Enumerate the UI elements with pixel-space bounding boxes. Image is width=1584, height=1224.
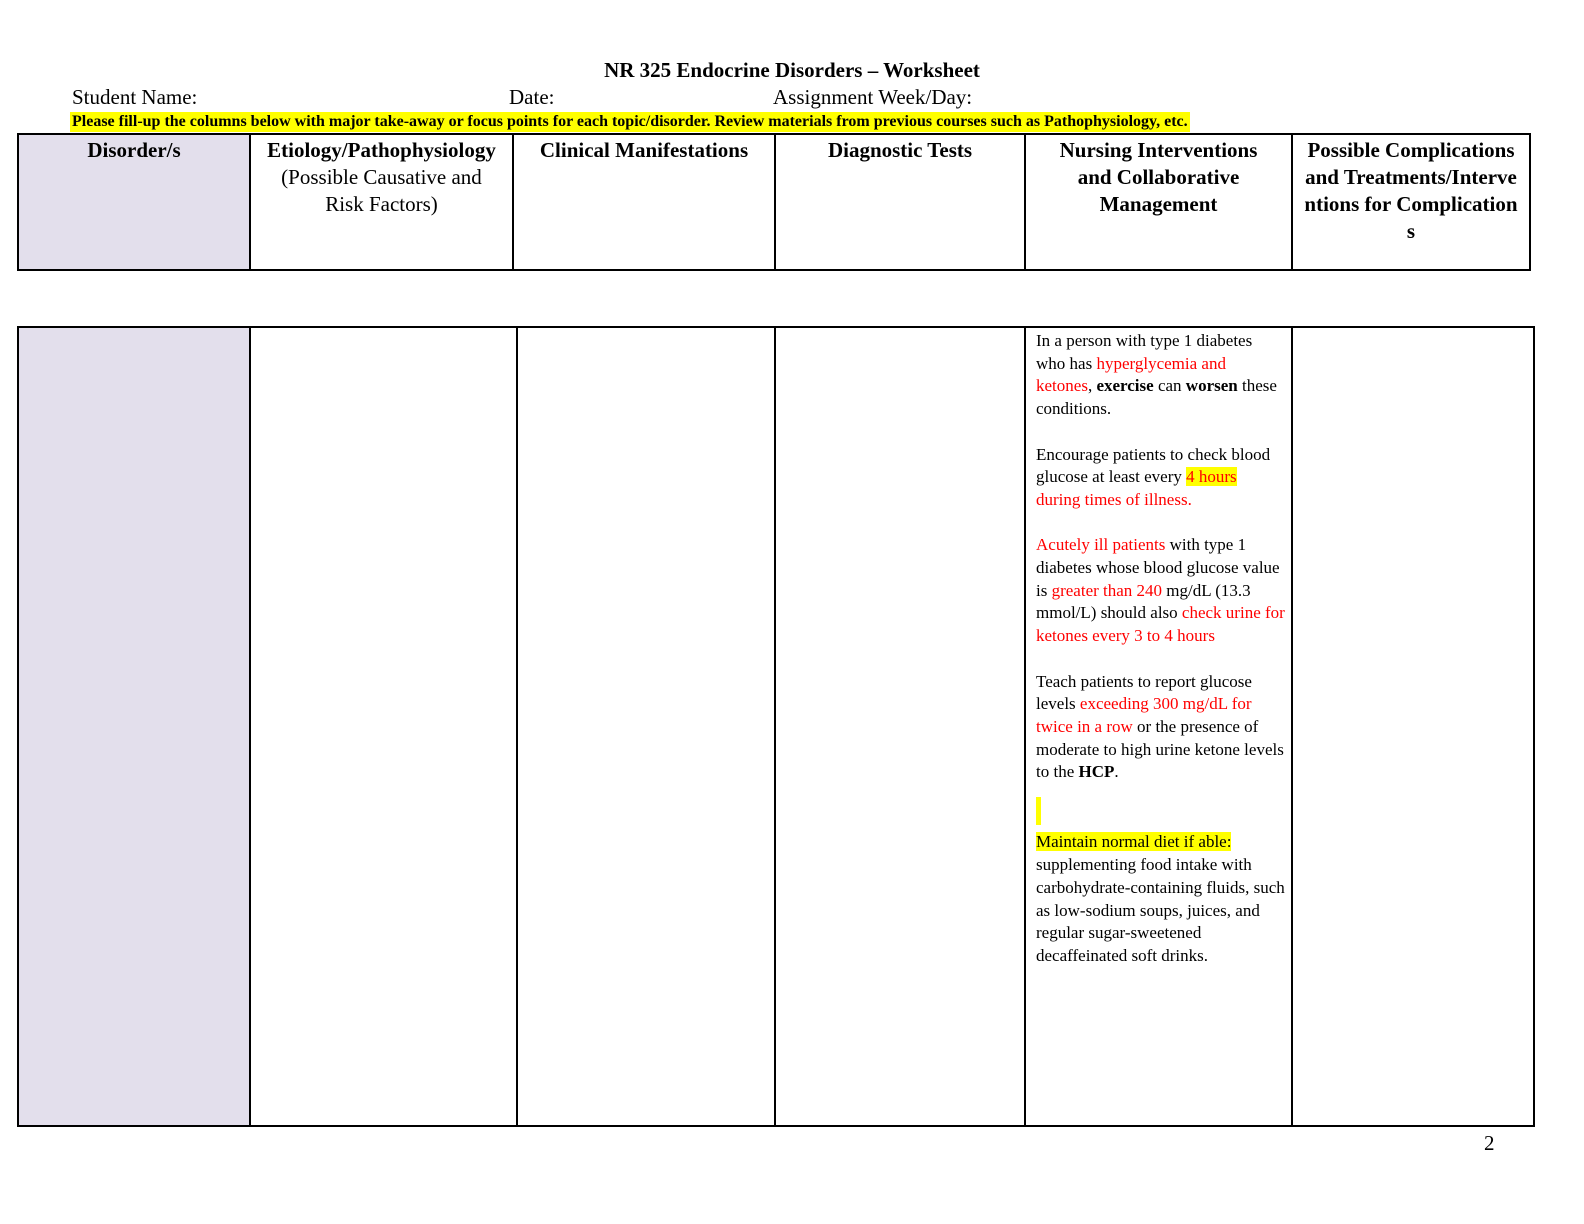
note-text: Encourage patients to check blood glucose at least every [1036, 444, 1271, 487]
header-table [17, 133, 1531, 271]
note-text: In a person with type 1 diabetes who has [1036, 331, 1253, 373]
note-exercise [1036, 330, 1285, 421]
note-emphasis: greater than 240 [1051, 580, 1163, 600]
note-text: , [1087, 376, 1097, 396]
header-clinical-title: Clinical Manifestations [539, 138, 749, 162]
note-text: or the presence of moderate to high urine ketone levels to the [1036, 716, 1284, 782]
header-etiology-title: Etiology/Pathophysiology [267, 138, 496, 162]
instructions-banner: Please fill-up the columns below with major take-away or focus points for each topic/disorder. Review materials from previous courses such as Pathophysiology, etc. [72, 113, 1188, 130]
header-nursing [1025, 134, 1292, 270]
assignment-label: Assignment Week/Day: [773, 85, 973, 109]
date-label: Date: [509, 85, 555, 109]
header-etiology [250, 134, 513, 270]
diagnostic-cell[interactable] [775, 327, 1025, 1126]
content-table [17, 326, 1535, 1127]
note-glucose-check [1036, 444, 1285, 512]
header-clinical [513, 134, 775, 270]
note-highlight: Maintain normal diet if able: [1036, 832, 1232, 852]
note-emphasis: check urine for ketones every 3 to 4 hours [1036, 603, 1285, 646]
note-text: with type 1 diabetes whose blood glucose value is [1036, 535, 1280, 600]
note-emphasis: Acutely ill patients [1036, 535, 1166, 555]
header-nursing-title: Nursing Interventions and Collaborative Management [1059, 138, 1258, 216]
disorder-cell[interactable] [18, 327, 250, 1126]
header-complications [1292, 134, 1530, 270]
header-diagnostic [775, 134, 1025, 270]
header-diagnostic-title: Diagnostic Tests [827, 138, 973, 162]
note-ketones [1036, 534, 1285, 648]
note-report [1036, 671, 1285, 785]
note-emphasis: hyperglycemia and ketones [1036, 353, 1226, 396]
nursing-cell[interactable] [1025, 327, 1292, 1126]
note-bold: worsen [1185, 376, 1238, 396]
header-etiology-subtitle: (Possible Causative and Risk Factors) [281, 165, 482, 216]
note-bold: HCP [1078, 762, 1115, 782]
note-text: supplementing food intake with carbohydrate-containing fluids, such as low-sodium soups, juices, and regular sugar-sweetened decaffeinated soft drinks. [1036, 855, 1285, 965]
page-number: 2 [1484, 1131, 1495, 1155]
note-text: can [1153, 376, 1186, 396]
note-text: mg/dL (13.3 mmol/L) should also [1036, 580, 1251, 623]
page-title: NR 325 Endocrine Disorders – Worksheet [604, 58, 980, 82]
note-diet [1036, 831, 1285, 967]
highlight-mark [1036, 797, 1041, 825]
complications-cell[interactable] [1292, 327, 1534, 1126]
etiology-cell[interactable] [250, 327, 517, 1126]
header-complications-title: Possible Complications and Treatments/Interventions for Complications [1304, 138, 1518, 243]
clinical-cell[interactable] [517, 327, 775, 1126]
note-text: . [1114, 762, 1119, 782]
student-name-label: Student Name: [72, 85, 198, 109]
note-text: these conditions. [1036, 376, 1277, 419]
note-emphasis: exceeding 300 mg/dL for twice in a row [1036, 694, 1252, 736]
note-bold: exercise [1096, 376, 1154, 396]
note-text: Teach patients to report glucose levels [1036, 671, 1252, 714]
header-disorders [18, 134, 250, 270]
note-emphasis: during times of illness. [1036, 489, 1192, 509]
note-highlight: 4 hours [1186, 467, 1237, 487]
header-disorders-title: Disorder/s [87, 138, 181, 162]
